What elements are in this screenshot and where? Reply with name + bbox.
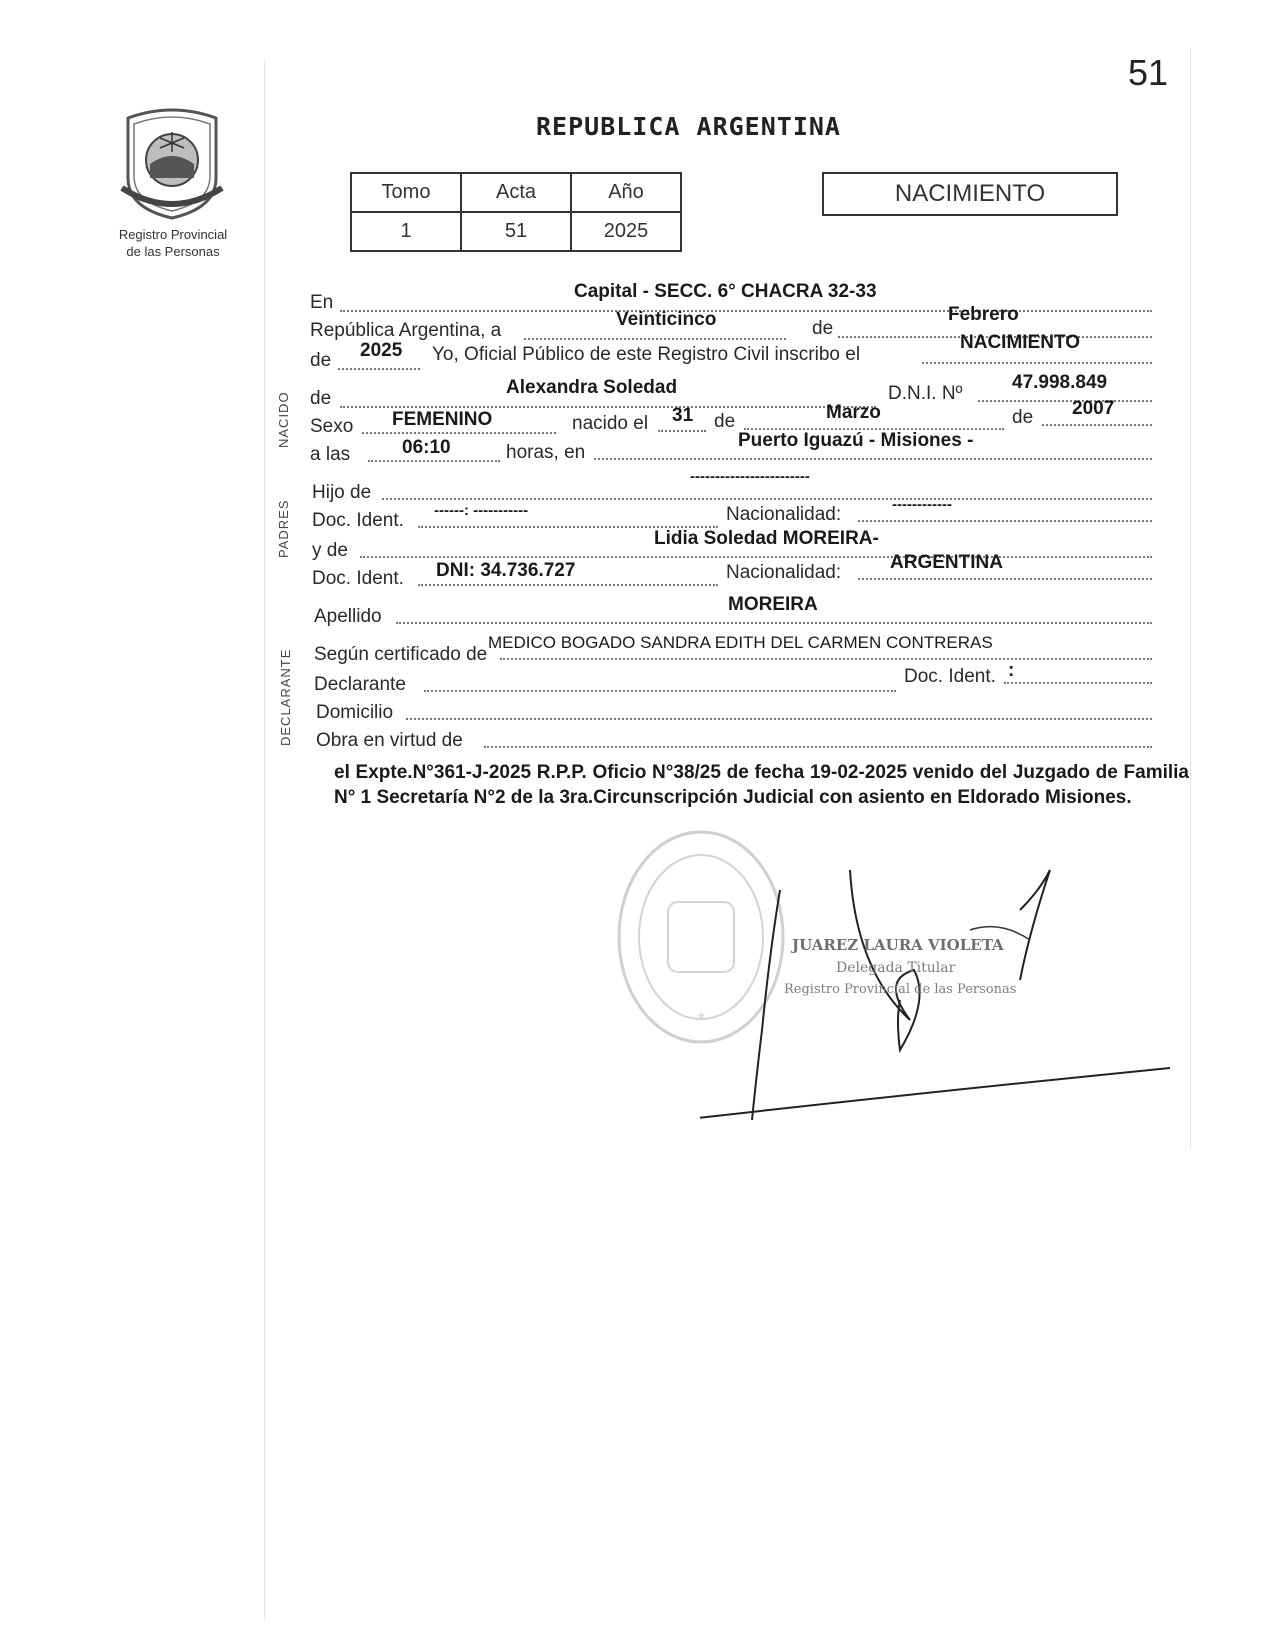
value-madre-nacionalidad: ARGENTINA <box>890 552 1003 573</box>
record-table-header-acta: Acta <box>461 173 571 212</box>
dotted-line <box>424 690 896 692</box>
value-madre: Lidia Soledad MOREIRA- <box>654 528 879 549</box>
record-table-header-anio: Año <box>571 173 681 212</box>
record-table-header-row <box>351 173 681 212</box>
svg-text:*: * <box>697 1009 705 1031</box>
dotted-line <box>368 460 500 462</box>
label-segun-certificado: Según certificado de <box>314 644 488 665</box>
label-apellido: Apellido <box>314 606 382 627</box>
record-table-value-acta: 51 <box>461 212 571 251</box>
record-type-box: NACIMIENTO <box>822 172 1118 216</box>
record-table <box>350 172 682 252</box>
dotted-line <box>484 746 1152 748</box>
label-sexo: Sexo <box>310 416 354 437</box>
dotted-line <box>524 338 786 340</box>
dotted-line <box>418 584 718 586</box>
label-doc-ident: Doc. Ident. <box>312 510 404 531</box>
page-number: 51 <box>1128 52 1169 93</box>
label-domicilio: Domicilio <box>316 702 394 723</box>
label-nacido-el: nacido el <box>572 413 649 434</box>
label-de: de <box>714 411 736 432</box>
label-doc-ident: Doc. Ident. <box>312 568 404 589</box>
dotted-line <box>340 310 1152 312</box>
value-tipo-inscripcion: NACIMIENTO <box>960 332 1080 353</box>
value-lugar: Capital - SECC. 6° CHACRA 32-33 <box>574 281 877 302</box>
value-nombre: Alexandra Soledad <box>506 377 678 398</box>
signatory-office: Registro Provincial de las Personas <box>784 982 1017 997</box>
value-certificado: MEDICO BOGADO SANDRA EDITH DEL CARMEN CONTRERAS <box>488 633 993 652</box>
value-hora: 06:10 <box>402 437 451 458</box>
record-table-value-tomo: 1 <box>351 212 461 251</box>
label-de: de <box>310 350 332 371</box>
dotted-line <box>922 362 1152 364</box>
left-margin-line <box>264 60 265 1620</box>
dotted-line <box>340 406 876 408</box>
value-sexo: FEMENINO <box>392 409 493 430</box>
value-mes-inscripcion: Febrero <box>948 304 1019 325</box>
value-lugar-nacimiento: Puerto Iguazú - Misiones - <box>738 430 974 451</box>
dotted-line <box>396 622 1152 624</box>
dotted-line <box>1042 424 1152 426</box>
value-dia-nacimiento: 31 <box>672 405 694 426</box>
value-dni: 47.998.849 <box>1012 372 1108 393</box>
label-nacionalidad: Nacionalidad: <box>726 504 842 525</box>
signatory-name: JUAREZ LAURA VIOLETA <box>792 936 1004 954</box>
registry-name <box>100 226 246 260</box>
side-label-padres: PADRES <box>276 499 291 558</box>
label-obra-en-virtud: Obra en virtud de <box>316 730 463 751</box>
record-table-value-anio: 2025 <box>571 212 681 251</box>
dotted-line <box>338 368 420 370</box>
value-anio-inscripcion: 2025 <box>360 340 403 361</box>
label-doc-ident: Doc. Ident. <box>904 666 996 687</box>
side-label-nacido: NACIDO <box>276 391 291 448</box>
label-horas-en: horas, en <box>506 442 586 463</box>
dotted-line <box>594 458 1152 460</box>
registry-name-line2: de las Personas <box>126 244 220 259</box>
dotted-line <box>658 430 706 432</box>
record-table-value-row <box>351 212 681 251</box>
label-de: de <box>310 388 332 409</box>
label-hijo-de: Hijo de <box>312 482 372 503</box>
dotted-line <box>362 432 556 434</box>
value-padre-doc: ------: ----------- <box>434 502 529 519</box>
value-padre-nacionalidad: ------------ <box>892 496 952 513</box>
label-y-de: y de <box>312 540 348 561</box>
dotted-line <box>406 718 1152 720</box>
dotted-line <box>360 556 1152 558</box>
resolution-text: el Expte.N°361-J-2025 R.P.P. Oficio N°38/25 de fecha 19-02-2025 venido del Juzgado de Familia N° 1 Secretaría N°2 de la 3ra.Circunscripción Judicial con asiento en Eldorado Misiones. <box>334 762 1189 808</box>
dotted-line <box>978 400 1152 402</box>
side-label-declarante: DECLARANTE <box>278 648 293 746</box>
value-mes-nacimiento: Marzo <box>826 402 881 423</box>
dotted-line <box>858 520 1152 522</box>
value-padre: ------------------------ <box>690 468 810 485</box>
label-declarante: Declarante <box>314 674 406 695</box>
dotted-line <box>858 578 1152 580</box>
dotted-line <box>500 658 1152 660</box>
label-en: En <box>310 292 334 313</box>
province-seal-logo <box>120 108 224 220</box>
label-de: de <box>812 318 834 339</box>
value-apellido: MOREIRA <box>728 594 818 615</box>
registry-name-line1: Registro Provincial <box>118 227 228 242</box>
label-de: de <box>1012 407 1034 428</box>
document-title: REPUBLICA ARGENTINA <box>536 112 841 141</box>
value-dia-inscripcion: Veinticinco <box>616 309 717 330</box>
dotted-line <box>1004 682 1152 684</box>
label-dni: D.N.I. Nº <box>888 383 963 404</box>
label-yo-oficial: Yo, Oficial Público de este Registro Civil inscribo el <box>432 344 861 365</box>
signatory-role: Delegada Titular <box>836 960 956 976</box>
value-madre-doc: DNI: 34.736.727 <box>436 560 576 581</box>
label-nacionalidad: Nacionalidad: <box>726 562 842 583</box>
record-table-header-tomo: Tomo <box>351 173 461 212</box>
value-anio-nacimiento: 2007 <box>1072 398 1115 419</box>
label-a-las: a las <box>310 444 351 465</box>
value-declarante-doc: : <box>1008 660 1015 681</box>
label-republica: República Argentina, a <box>310 320 502 341</box>
